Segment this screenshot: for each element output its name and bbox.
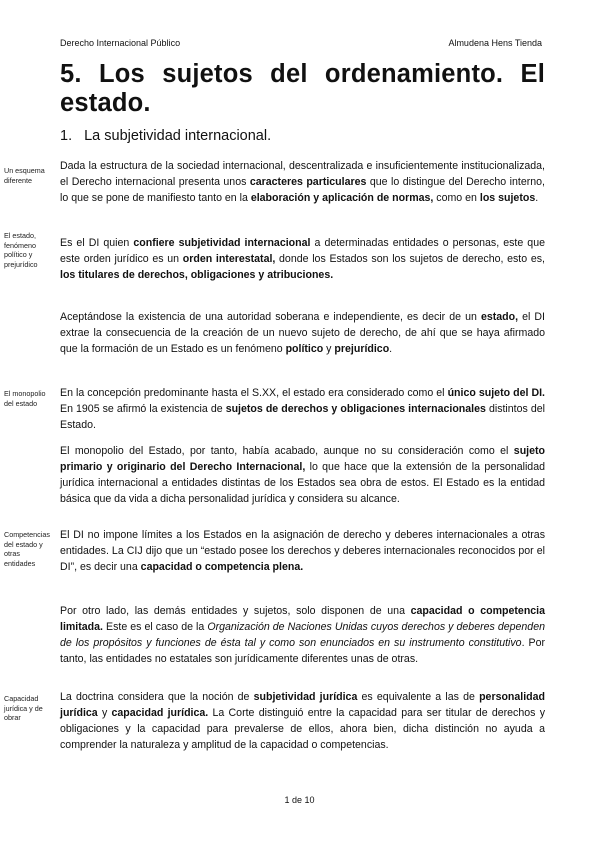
bold-text: confiere subjetividad internacional bbox=[133, 237, 311, 249]
header-course-title: Derecho Internacional Público bbox=[60, 38, 181, 48]
paragraph bbox=[60, 309, 545, 357]
paragraph bbox=[60, 385, 545, 433]
text-run: distintos del Estado. bbox=[60, 403, 546, 431]
section-title: La subjetividad internacional. bbox=[84, 128, 272, 144]
text-run: . bbox=[389, 343, 393, 355]
margin-note: El estado, fenómeno político y prejurídico bbox=[4, 231, 38, 269]
text-run: es equivalente a las de bbox=[357, 691, 480, 703]
text-run: El monopolio del Estado, por tanto, había acabado, aunque no su consideración como el bbox=[60, 445, 514, 457]
text-run: . bbox=[535, 192, 539, 204]
header-author: Almudena Hens Tienda bbox=[448, 38, 542, 48]
bold-text: capacidad o competencia limitada. bbox=[60, 605, 546, 633]
section-heading bbox=[60, 128, 271, 144]
paragraph bbox=[60, 603, 545, 667]
paragraph bbox=[60, 158, 545, 206]
text-run: que lo distingue del Derecho interno, lo que se pone de manifiesto tanto en la bbox=[60, 176, 545, 204]
bold-text: caracteres particulares bbox=[249, 176, 367, 188]
bold-text: estado, bbox=[480, 311, 519, 323]
text-run: a determinadas entidades o personas, este que este orden jurídico es un bbox=[60, 237, 545, 265]
paragraph bbox=[60, 235, 545, 283]
margin-note: El monopolio del estado bbox=[4, 389, 46, 408]
bold-text: subjetividad jurídica bbox=[253, 691, 358, 703]
section-number: 1. bbox=[60, 128, 73, 144]
bold-text: sujetos de derechos y obligaciones internacionales bbox=[225, 403, 486, 415]
paragraph bbox=[60, 527, 545, 575]
bold-text: capacidad jurídica. bbox=[111, 707, 209, 719]
text-run: Aceptándose la existencia de una autoridad soberana e independiente, es decir de un bbox=[60, 311, 481, 323]
text-run: como en bbox=[433, 192, 480, 204]
text-run: lo que hace que la extensión de la personalidad jurídica internacional a entidades distintas de los Estados sea obra de estos. El Estado es la entidad básica que da vida a dicha personalidad jurídica y considera su alcance. bbox=[60, 461, 545, 505]
italic-text: Organización de Naciones Unidas cuyos derechos y deberes dependen de los propósitos y funciones de ésta tal y como son enunciados en su instrumento constitutivo bbox=[60, 621, 545, 649]
bold-text: elaboración y aplicación de normas, bbox=[250, 192, 434, 204]
margin-note: Capacidad jurídica y de obrar bbox=[4, 694, 43, 723]
text-run: El DI no impone límites a los Estados en la asignación de derecho y deberes internacionales a otras entidades. La CIJ dijo que un “estado posee los derechos y deberes internacionales reconocidos por el DI”, es decir una bbox=[60, 529, 545, 573]
text-run: La Corte distinguió entre la capacidad para ser titular de derechos y obligaciones y la capacidad para prevalerse de ellos, ahora bien, dicha distinción no ayuda a comprender la naturaleza y amplitud de la capacidad o competencias. bbox=[60, 707, 545, 751]
paragraph bbox=[60, 443, 545, 507]
bold-text: prejurídico bbox=[334, 343, 390, 355]
text-run: En la concepción predominante hasta el S.XX, el estado era considerado como el bbox=[60, 387, 448, 399]
text-run: En 1905 se afirmó la existencia de bbox=[60, 403, 226, 415]
margin-note: Competencias del estado y otras entidades bbox=[4, 530, 50, 568]
page-number: 1 de 10 bbox=[284, 795, 315, 805]
bold-text: los titulares de derechos, obligaciones y atribuciones. bbox=[60, 269, 334, 281]
text-run: . Por tanto, las entidades no estatales son jurídicamente diferentes unas de otras. bbox=[60, 637, 546, 665]
text-run: y bbox=[323, 343, 335, 355]
bold-text: político bbox=[285, 343, 324, 355]
text-run: el DI extrae la consecuencia de la creación de un nuevo sujeto de derecho, de ahí que se haya afirmado que la formación de un Estado es un fenómeno bbox=[60, 311, 545, 355]
bold-text: único sujeto del DI. bbox=[447, 387, 545, 399]
chapter-title: 5. Los sujetos del ordenamiento. El estado. bbox=[60, 60, 545, 117]
text-run: Por otro lado, las demás entidades y sujetos, solo disponen de una bbox=[60, 605, 411, 617]
text-run: Es el DI quien bbox=[60, 237, 134, 249]
paragraph bbox=[60, 689, 545, 753]
bold-text: los sujetos bbox=[479, 192, 536, 204]
text-run: Este es el caso de la bbox=[102, 621, 208, 633]
text-run: donde los Estados son los sujetos de derecho, esto es, bbox=[275, 253, 545, 265]
text-run: La doctrina considera que la noción de bbox=[60, 691, 254, 703]
bold-text: orden interestatal, bbox=[182, 253, 276, 265]
text-run: Dada la estructura de la sociedad internacional, descentralizada e insuficientemente institucionalizada, el Derecho internacional presenta unos bbox=[60, 160, 545, 188]
bold-text: sujeto primario y originario del Derecho Internacional, bbox=[60, 445, 545, 473]
bold-text: personalidad jurídica bbox=[60, 691, 546, 719]
text-run: y bbox=[97, 707, 112, 719]
bold-text: capacidad o competencia plena. bbox=[140, 561, 304, 573]
margin-note: Un esquema diferente bbox=[4, 166, 45, 185]
